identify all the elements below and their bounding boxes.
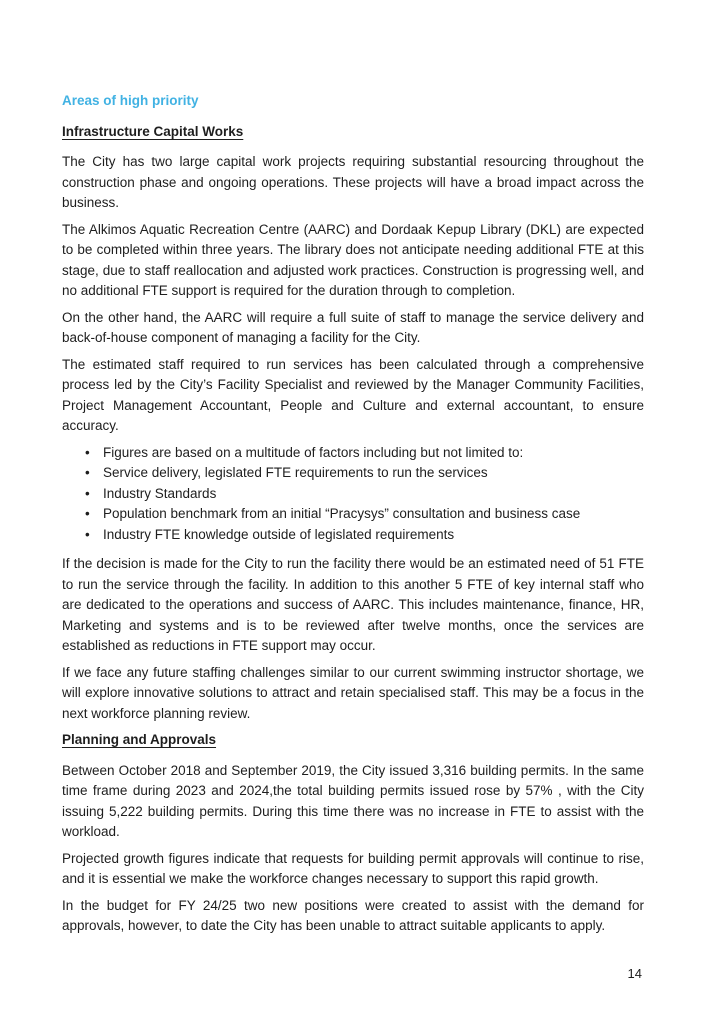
- list-item-industry-standards: • Industry Standards: [85, 484, 644, 505]
- paragraph-51-fte-estimate: If the decision is made for the City to run the facility there would be an estimated need of 51 FTE to run the service through the facility. In addition to this another 5 FTE of key internal staff who are dedicated to the operations and success of AARC. This includes maintenance, finance, HR, Marketing and systems and is to be reviewed after twelve months, once the services are established as reductions in FTE support may occur.: [62, 556, 644, 653]
- bullet-list-staffing-factors: [62, 443, 644, 546]
- paragraph-fy2425-budget-positions: In the budget for FY 24/25 two new positions were created to assist with the demand for approvals, however, to date the City has been unable to attract suitable applicants to apply.: [62, 897, 644, 933]
- list-item-factors-intro: • Figures are based on a multitude of factors including but not limited to:: [85, 443, 644, 464]
- paragraph-future-staffing-challenges: If we face any future staffing challenges similar to our current swimming instructor shortage, we will explore innovative solutions to attract and retain specialised staff. This may be a focus in the next workforce planning review.: [62, 664, 644, 721]
- paragraph-aarc-staff-suite: On the other hand, the AARC will require a full suite of staff to manage the service delivery and back-of-house component of managing a facility for the City.: [62, 309, 644, 345]
- page-number: 14: [627, 966, 642, 981]
- subheading-planning-and-approvals: Planning and Approvals: [62, 732, 217, 747]
- paragraph-estimated-staff-process: The estimated staff required to run services has been calculated through a comprehensive process led by the City’s Facility Specialist and reviewed by the Manager Community Facilities, Project Management Accountant, People and Culture and external accountant, to ensure accuracy.: [62, 356, 644, 433]
- section-heading-areas-of-high-priority: Areas of high priority: [62, 93, 199, 108]
- paragraph-building-permits-growth: Between October 2018 and September 2019, the City issued 3,316 building permits. In the same time frame during 2023 and 2024,the total building permits issued rose by 57% , with the City issuing 5,222 building permits. During this time there was no increase in FTE to assist with the workload.: [62, 762, 644, 839]
- paragraph-aarc-dkl-completion: The Alkimos Aquatic Recreation Centre (AARC) and Dordaak Kepup Library (DKL) are expected to be completed within three years. The library does not anticipate needing additional FTE at this stage, due to staff reallocation and adjusted work practices. Construction is progressing well, and no additional FTE support is required for the duration through to completion.: [62, 221, 644, 298]
- paragraph-capital-work-projects: The City has two large capital work projects requiring substantial resourcing throughout the construction phase and ongoing operations. These projects will have a broad impact across the business.: [62, 154, 644, 210]
- list-item-service-delivery: • Service delivery, legislated FTE requirements to run the services: [85, 463, 644, 484]
- list-item-population-benchmark: • Population benchmark from an initial “Pracysys” consultation and business case: [85, 504, 644, 525]
- paragraph-projected-growth: Projected growth figures indicate that requests for building permit approvals will continue to rise, and it is essential we make the workforce changes necessary to support this rapid growth.: [62, 850, 644, 886]
- list-item-industry-fte-knowledge: • Industry FTE knowledge outside of legislated requirements: [85, 525, 644, 546]
- subheading-infrastructure-capital-works: Infrastructure Capital Works: [62, 123, 244, 139]
